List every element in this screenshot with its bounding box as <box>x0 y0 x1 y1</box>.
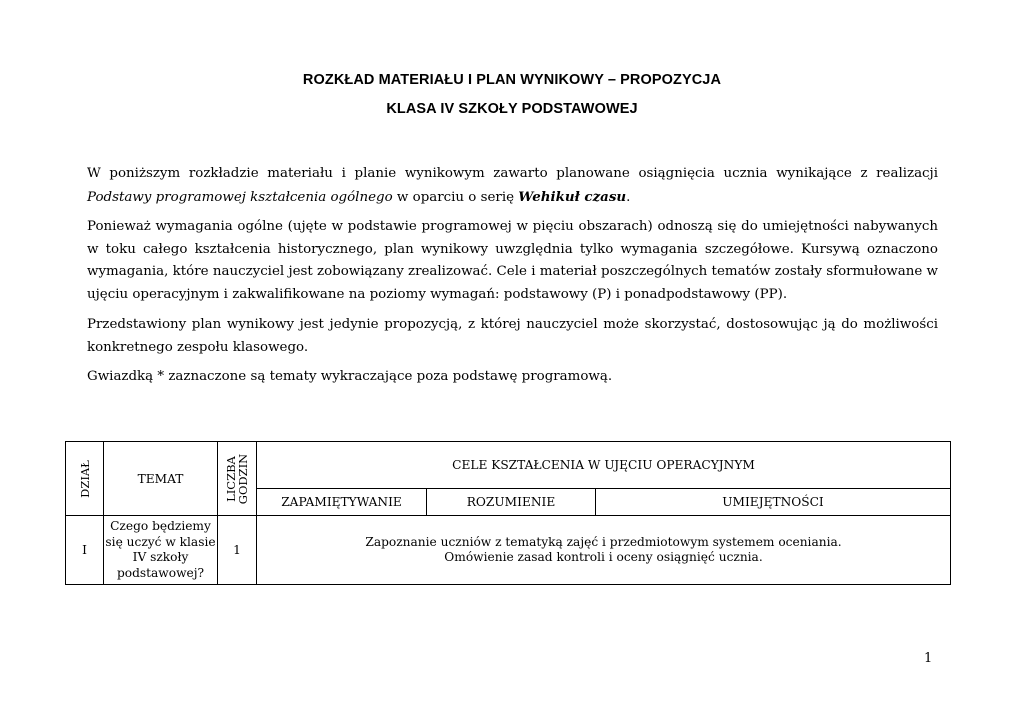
intro-p1-series-name: Wehikuł czasu <box>518 188 627 205</box>
row-godziny <box>218 516 257 585</box>
intro-p1-text-a: W poniższym rozkładzie materiału i planie wynikowym zawarto planowane osiągnięcia ucznia wynikające z realizacji <box>87 166 938 181</box>
row-dzial-value: I <box>82 543 87 557</box>
row-temat-value: Czego będziemy się uczyć w klasie IV szkoły podstawowej? <box>105 519 216 580</box>
header-zapamietywanie-label: ZAPAMIĘTYWANIE <box>281 494 402 509</box>
header-liczba-godzin-label <box>225 453 249 503</box>
row-dzial <box>66 516 104 585</box>
header-godzin-label: GODZIN <box>236 453 250 504</box>
header-umiejetnosci <box>596 488 951 515</box>
intro-p1-text-c: . <box>626 189 631 205</box>
page-number: 1 <box>924 651 933 666</box>
intro-paragraph-3: Przedstawiony plan wynikowy jest jedynie propozycją, z której nauczyciel może skorzystać, dostosowując ją do możliwości konkretnego zespołu klasowego. <box>87 317 938 355</box>
row-cele <box>257 516 951 585</box>
header-rozumienie-label: ROZUMIENIE <box>466 494 556 509</box>
intro-paragraph-2: Ponieważ wymagania ogólne (ujęte w podstawie programowej w pięciu obszarach) odnoszą się do umiejętności nabywanych w toku całego kształcenia historycznego, plan wynikowy uwzględnia tylko wymagania szczegółowe. Kursywą oznaczono wymagania, które nauczyciel jest zobowiązany zrealizować. Cele i materiał poszczególnych tematów zostały sformułowane w ujęciu operacyjnym i zakwalifikowane na poziomy wymagań: podstawowy (P) i ponadpodstawowy (PP). <box>87 219 938 302</box>
header-liczba-godzin <box>218 442 257 516</box>
header-zapamietywanie <box>257 488 427 515</box>
row-godziny-value: 1 <box>233 543 241 557</box>
header-rozumienie <box>427 488 596 515</box>
intro-paragraph-4: Gwiazdką * zaznaczone są tematy wykraczające poza podstawę programową. <box>87 369 613 384</box>
table-row <box>66 516 951 585</box>
header-cele <box>257 442 951 489</box>
intro-p1-italic: Podstawy programowej kształcenia ogólnego <box>87 189 393 205</box>
row-cele-line-2: Omówienie zasad kontroli i oceny osiągnięć ucznia. <box>444 550 763 564</box>
document-subtitle: KLASA IV SZKOŁY PODSTAWOWEJ <box>386 101 638 117</box>
header-temat <box>104 442 218 516</box>
row-cele-line-1: Zapoznanie uczniów z tematyką zajęć i przedmiotowym systemem oceniania. <box>365 534 842 549</box>
header-temat-label: TEMAT <box>137 471 184 486</box>
row-temat <box>104 516 218 585</box>
intro-p1-text-b: w oparciu o serię <box>392 189 519 205</box>
plan-table <box>65 441 951 585</box>
header-dzial-label: DZIAŁ <box>77 459 92 498</box>
header-umiejetnosci-label: UMIEJĘTNOŚCI <box>722 494 824 509</box>
intro-paragraph-1 <box>87 163 938 209</box>
header-dzial <box>66 442 104 516</box>
header-liczba-label: LICZBA <box>224 455 238 502</box>
document-title: ROZKŁAD MATERIAŁU I PLAN WYNIKOWY – PROPOZYCJA <box>302 72 722 88</box>
header-cele-label: CELE KSZTAŁCENIA W UJĘCIU OPERACYJNYM <box>452 457 755 472</box>
